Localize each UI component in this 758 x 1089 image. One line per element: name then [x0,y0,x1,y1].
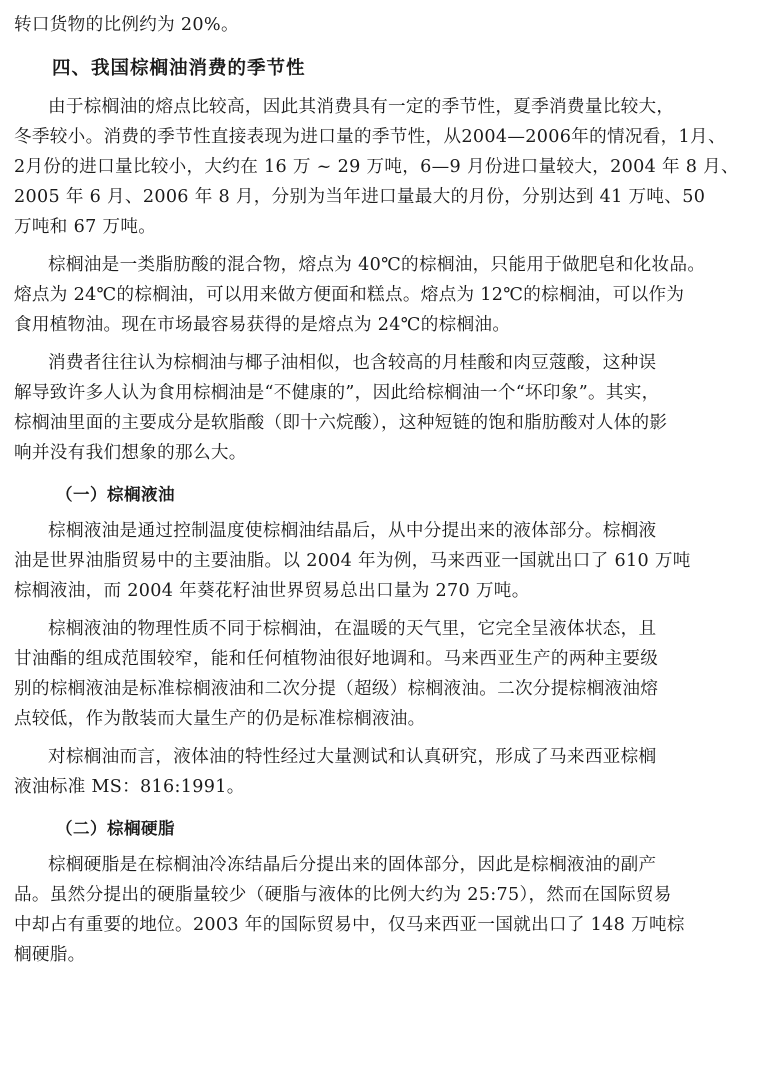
text-line: 消费者往往认为棕榈油与椰子油相似，也含较高的月桂酸和肉豆蔻酸，这种误 [48,353,657,373]
text-line: 冬季较小。消费的季节性直接表现为进口量的季节性，从2004—2006年的情况看，1月、 [14,127,726,147]
text-line: 响并没有我们想象的那么大。 [14,443,247,463]
text-line: 甘油酯的组成范围较窄，能和任何植物油很好地调和。马来西亚生产的两种主要级 [14,649,659,669]
text-line: 2005 年 6 月、2006 年 8 月，分别为当年进口量最大的月份，分别达到 41 万吨、50 [14,187,706,207]
text-line: 棕榈液油是通过控制温度使棕榈油结晶后，从中分提出来的液体部分。棕榈液 [48,521,657,541]
subsection-heading-palm-olein: （一）棕榈液油 [56,485,175,504]
text-line: 对棕榈油而言，液体油的特性经过大量测试和认真研究，形成了马来西亚棕榈 [48,747,657,767]
paragraph-seasonality [14,92,744,242]
paragraph-stearin [14,850,744,970]
text-line: 解导致许多人认为食用棕榈油是“不健康的”，因此给棕榈油一个“坏印象”。其实， [14,383,660,403]
text-line: 液油标准 MS：816:1991。 [14,777,245,797]
text-line: 万吨和 67 万吨。 [14,217,157,237]
text-line: 中却占有重要的地位。2003 年的国际贸易中，仅马来西亚一国就出口了 148 万吨棕 [14,915,685,935]
text-line: 棕榈液油的物理性质不同于棕榈油，在温暖的天气里，它完全呈液体状态，且 [48,619,657,639]
text-line: 油是世界油脂贸易中的主要油脂。以 2004 年为例，马来西亚一国就出口了 610 万吨 [14,551,691,571]
subsection-heading-palm-stearin: （二）棕榈硬脂 [56,819,175,838]
text-line: 熔点为 24℃的棕榈油，可以用来做方便面和糕点。熔点为 12℃的棕榈油，可以作为 [14,285,685,305]
text-line: 食用植物油。现在市场最容易获得的是熔点为 24℃的棕榈油。 [14,315,511,335]
text-line: 别的棕榈液油是标准棕榈液油和二次分提（超级）棕榈液油。二次分提棕榈液油熔 [14,679,659,699]
text-line: 2月份的进口量比较小，大约在 16 万 ~ 29 万吨，6—9 月份进口量较大，2004 年 8 月、 [14,157,739,177]
paragraph-melting-points [14,250,744,340]
text-line: 点较低，作为散装而大量生产的仍是标准棕榈液油。 [14,709,426,729]
text-line: 品。虽然分提出的硬脂量较少（硬脂与液体的比例大约为 25:75），然而在国际贸易 [14,885,672,905]
text-line: 棕榈硬脂是在棕榈油冷冻结晶后分提出来的固体部分，因此是棕榈液油的副产 [48,855,657,875]
text-line: 棕榈油里面的主要成分是软脂酸（即十六烷酸），这种短链的饱和脂肪酸对人体的影 [14,413,668,433]
paragraph-olein-properties [14,614,744,734]
paragraph-misconception [14,348,744,468]
text-line: 由于棕榈油的熔点比较高，因此其消费具有一定的季节性，夏季消费量比较大， [48,97,675,117]
paragraph-olein-standard [14,742,744,802]
paragraph-olein-definition [14,516,744,606]
section-heading-4: 四、我国棕榈油消费的季节性 [52,58,306,79]
text-line: 榈硬脂。 [14,945,86,965]
text-line: 棕榈油是一类脂肪酸的混合物，熔点为 40℃的棕榈油，只能用于做肥皂和化妆品。 [48,255,706,275]
text-line: 棕榈液油，而 2004 年葵花籽油世界贸易总出口量为 270 万吨。 [14,581,530,601]
continuation-line: 转口货物的比例约为 20%。 [14,15,239,35]
